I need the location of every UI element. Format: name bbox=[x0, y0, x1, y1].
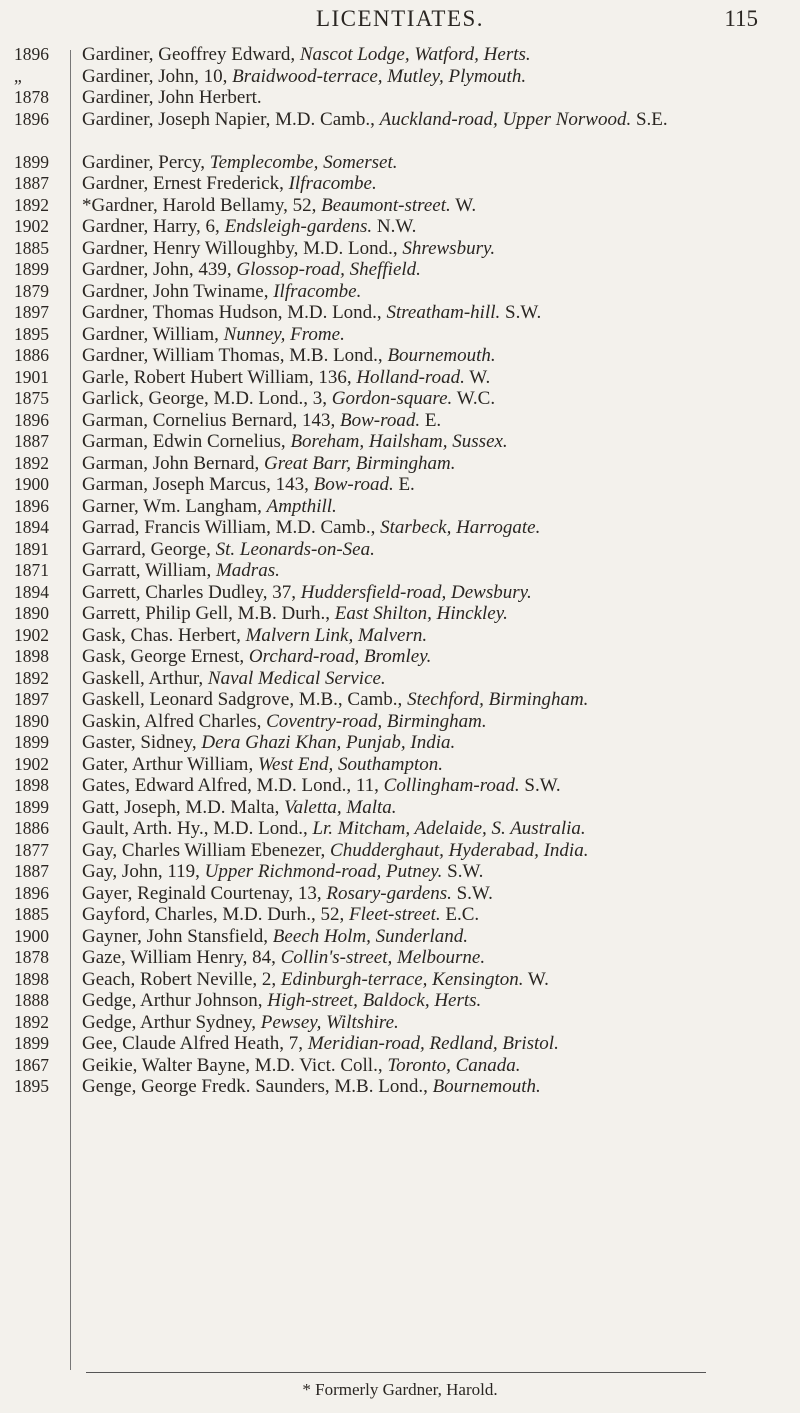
entry-address: Boreham, Hailsham, Sussex. bbox=[290, 431, 508, 452]
entry-district: S.W. bbox=[524, 775, 561, 796]
page-header bbox=[0, 0, 800, 40]
entry-list bbox=[82, 44, 792, 1098]
entry-name: Gay, Charles William Ebenezer, bbox=[82, 839, 326, 861]
entry-address: Huddersfield-road, Dewsbury. bbox=[300, 581, 532, 603]
list-item bbox=[82, 367, 792, 389]
entry-year: 1899 bbox=[14, 732, 49, 752]
entry-district: E. bbox=[398, 474, 415, 495]
entry-address: Fleet-street. bbox=[349, 904, 441, 925]
entry-name: Gault, Arth. Hy., M.D. Lond., bbox=[82, 818, 308, 839]
list-item bbox=[82, 1076, 792, 1098]
entry-year: 1900 bbox=[14, 474, 49, 494]
entry-address: Shrewsbury. bbox=[402, 237, 496, 259]
entry-name: Gay, John, 119, bbox=[82, 861, 200, 882]
entry-year: 1894 bbox=[14, 581, 49, 602]
entry-year: 1892 bbox=[14, 194, 49, 215]
entry-name: Gardiner, Joseph Napier, M.D. Camb., bbox=[82, 108, 375, 130]
list-item bbox=[82, 66, 792, 88]
entry-name: Gardner, Henry Willoughby, M.D. Lond., bbox=[82, 237, 398, 259]
entry-year: 1902 bbox=[14, 624, 49, 645]
entry-address: Ilfracombe. bbox=[273, 280, 362, 302]
entry-name: Gayner, John Stansfield, bbox=[82, 925, 269, 947]
entry-name: Gardner, William Thomas, M.B. Lond., bbox=[82, 345, 383, 366]
list-item bbox=[82, 625, 792, 647]
entry-address: Meridian-road, Redland, Bristol. bbox=[307, 1033, 559, 1054]
entry-name: *Gardner, Harold Bellamy, 52, bbox=[82, 194, 317, 216]
entry-address: Upper Richmond-road, Putney. bbox=[204, 861, 443, 882]
entry-year: 1879 bbox=[14, 280, 49, 301]
entry-address: Beech Holm, Sunderland. bbox=[272, 925, 469, 947]
entry-name: Genge, George Fredk. Saunders, M.B. Lond., bbox=[82, 1076, 428, 1097]
entry-name: Garman, John Bernard, bbox=[82, 452, 260, 474]
entry-district: E. bbox=[424, 409, 442, 431]
entry-address: High-street, Baldock, Herts. bbox=[267, 990, 482, 1011]
entry-address: Bournemouth. bbox=[387, 345, 496, 366]
entry-year: „ bbox=[14, 65, 22, 86]
entry-district: W. bbox=[527, 968, 549, 990]
entry-name: Garlick, George, M.D. Lond., 3, bbox=[82, 388, 328, 409]
entry-address: Ampthill. bbox=[266, 495, 337, 517]
list-item bbox=[82, 904, 792, 926]
running-title: LICENTIATES. bbox=[315, 6, 485, 31]
entry-year: 1887 bbox=[14, 431, 49, 451]
entry-name: Garman, Joseph Marcus, 143, bbox=[82, 474, 309, 495]
entry-year: 1895 bbox=[14, 1076, 49, 1096]
entry-name: Gaskin, Alfred Charles, bbox=[82, 710, 262, 732]
entry-year: 1899 bbox=[14, 796, 49, 817]
list-item bbox=[82, 539, 792, 561]
entry-address: Streatham-hill. bbox=[386, 302, 501, 323]
entry-year: 1896 bbox=[14, 882, 49, 903]
entry-year: 1898 bbox=[14, 968, 49, 989]
entry-name: Gask, Chas. Herbert, bbox=[82, 624, 241, 646]
entry-year: 1890 bbox=[14, 710, 49, 731]
entry-name: Gardner, William, bbox=[82, 323, 219, 345]
list-item bbox=[82, 947, 792, 969]
list-item bbox=[82, 711, 792, 733]
list-item bbox=[82, 646, 792, 668]
entry-district: S.W. bbox=[447, 861, 484, 882]
entry-district: W.C. bbox=[456, 388, 496, 409]
entry-district: W. bbox=[469, 366, 491, 388]
entry-name: Gardner, Ernest Frederick, bbox=[82, 173, 284, 194]
entry-district: E.C. bbox=[445, 904, 480, 925]
entry-address: West End, Southampton. bbox=[257, 753, 444, 775]
entry-district: S.W. bbox=[505, 302, 542, 323]
entry-year: 1875 bbox=[14, 388, 49, 408]
entry-name: Gaskell, Arthur, bbox=[82, 667, 204, 689]
entry-address: Bow-road. bbox=[313, 474, 394, 495]
entry-name: Gardner, Thomas Hudson, M.D. Lond., bbox=[82, 302, 382, 323]
entry-address: Chudderghaut, Hyderabad, India. bbox=[330, 839, 589, 861]
entry-year: 1896 bbox=[14, 44, 49, 64]
entry-address: Bow-road. bbox=[340, 409, 421, 431]
entry-name: Geach, Robert Neville, 2, bbox=[82, 968, 277, 990]
entry-year: 1885 bbox=[14, 237, 49, 258]
entry-name: Gask, George Ernest, bbox=[82, 646, 245, 667]
entry-year: 1885 bbox=[14, 904, 49, 924]
list-item bbox=[82, 238, 792, 260]
entry-year: 1890 bbox=[14, 603, 49, 623]
entry-name: Garrett, Charles Dudley, 37, bbox=[82, 581, 297, 603]
list-item bbox=[82, 109, 792, 152]
entry-name: Gardner, John Twiname, bbox=[82, 280, 269, 302]
entry-name: Gardiner, John, 10, bbox=[82, 65, 228, 87]
entry-year: 1891 bbox=[14, 538, 49, 559]
list-item bbox=[82, 1012, 792, 1034]
entry-name: Geikie, Walter Bayne, M.D. Vict. Coll., bbox=[82, 1054, 383, 1076]
entry-name: Gayer, Reginald Courtenay, 13, bbox=[82, 882, 322, 904]
list-item bbox=[82, 496, 792, 518]
entry-name: Gater, Arthur William, bbox=[82, 753, 254, 775]
entry-address: Holland-road. bbox=[356, 366, 465, 388]
entry-year: 1897 bbox=[14, 689, 49, 709]
list-item bbox=[82, 216, 792, 238]
list-item bbox=[82, 775, 792, 797]
entry-year: 1886 bbox=[14, 818, 49, 838]
entry-year: 1899 bbox=[14, 259, 49, 279]
entry-address: East Shilton, Hinckley. bbox=[334, 603, 508, 624]
entry-name: Gardner, Harry, 6, bbox=[82, 216, 220, 237]
column-divider bbox=[70, 50, 71, 1370]
list-item bbox=[82, 281, 792, 303]
entry-name: Gardiner, Geoffrey Edward, bbox=[82, 44, 296, 65]
entry-year: 1899 bbox=[14, 151, 49, 172]
entry-name: Gaster, Sidney, bbox=[82, 732, 197, 753]
entry-year: 1895 bbox=[14, 323, 49, 344]
entry-address: Auckland-road, Upper Norwood. bbox=[379, 108, 632, 130]
entry-address: Rosary-gardens. bbox=[326, 882, 452, 904]
entry-name: Garrard, George, bbox=[82, 538, 211, 560]
entry-year: 1898 bbox=[14, 775, 49, 795]
list-item bbox=[82, 259, 792, 281]
entry-year: 1871 bbox=[14, 560, 49, 580]
entry-year: 1892 bbox=[14, 1011, 49, 1032]
list-item bbox=[82, 797, 792, 819]
entry-address: Malvern Link, Malvern. bbox=[245, 624, 428, 646]
list-item bbox=[82, 324, 792, 346]
entry-address: Toronto, Canada. bbox=[387, 1054, 521, 1076]
year-column bbox=[14, 44, 64, 1098]
entry-name: Garner, Wm. Langham, bbox=[82, 495, 262, 517]
entry-address: Orchard-road, Bromley. bbox=[248, 646, 432, 667]
entry-address: Starbeck, Harrogate. bbox=[380, 517, 541, 538]
entry-name: Garman, Edwin Cornelius, bbox=[82, 431, 286, 452]
entry-name: Garrett, Philip Gell, M.B. Durh., bbox=[82, 603, 331, 624]
list-item bbox=[82, 990, 792, 1012]
entry-year: 1900 bbox=[14, 925, 49, 946]
list-item bbox=[82, 173, 792, 195]
entry-name: Gates, Edward Alfred, M.D. Lond., 11, bbox=[82, 775, 379, 796]
entry-year: 1897 bbox=[14, 302, 49, 322]
entry-year: 1902 bbox=[14, 216, 49, 236]
entry-district: S.W. bbox=[456, 882, 493, 904]
entry-address: Braidwood-terrace, Mutley, Plymouth. bbox=[232, 65, 527, 87]
list-item bbox=[82, 582, 792, 604]
entry-address: Naval Medical Service. bbox=[207, 667, 386, 689]
entry-year: 1886 bbox=[14, 345, 49, 365]
entry-address: Valetta, Malta. bbox=[284, 796, 397, 818]
list-item bbox=[82, 754, 792, 776]
list-item bbox=[82, 560, 792, 582]
entry-name: Garman, Cornelius Bernard, 143, bbox=[82, 409, 336, 431]
entry-address: Pewsey, Wiltshire. bbox=[260, 1011, 399, 1033]
list-item bbox=[82, 410, 792, 432]
entry-address: Collin's-street, Melbourne. bbox=[280, 947, 486, 968]
list-item bbox=[82, 195, 792, 217]
entry-address: Bournemouth. bbox=[432, 1076, 541, 1097]
entry-year: 1878 bbox=[14, 947, 49, 967]
list-item bbox=[82, 474, 792, 496]
entry-year: 1899 bbox=[14, 1033, 49, 1053]
entry-address: Great Barr, Birmingham. bbox=[264, 452, 456, 474]
list-item bbox=[82, 388, 792, 410]
list-item bbox=[82, 302, 792, 324]
entry-name: Gatt, Joseph, M.D. Malta, bbox=[82, 796, 280, 818]
entry-address: Stechford, Birmingham. bbox=[407, 689, 589, 710]
entry-address: Templecombe, Somerset. bbox=[209, 151, 398, 173]
entry-name: Gardiner, John Herbert. bbox=[82, 87, 262, 108]
list-item bbox=[82, 926, 792, 948]
entry-name: Garratt, William, bbox=[82, 560, 212, 581]
entry-year: 1896 bbox=[14, 495, 49, 516]
entry-year: 1888 bbox=[14, 990, 49, 1010]
list-item bbox=[82, 87, 792, 109]
list-item bbox=[82, 152, 792, 174]
entry-address: Beaumont-street. bbox=[321, 194, 451, 216]
entry-year: 1877 bbox=[14, 839, 49, 860]
entry-address: Lr. Mitcham, Adelaide, S. Australia. bbox=[312, 818, 586, 839]
year-spacer bbox=[14, 130, 64, 152]
list-item bbox=[82, 732, 792, 754]
entry-name: Gedge, Arthur Sydney, bbox=[82, 1011, 256, 1033]
entry-year: 1892 bbox=[14, 667, 49, 688]
list-item bbox=[82, 818, 792, 840]
entry-district: W. bbox=[455, 194, 477, 216]
list-item bbox=[82, 517, 792, 539]
list-item bbox=[82, 840, 792, 862]
entry-name: Gee, Claude Alfred Heath, 7, bbox=[82, 1033, 304, 1054]
entry-name: Garle, Robert Hubert William, 136, bbox=[82, 366, 352, 388]
entry-year: 1896 bbox=[14, 409, 49, 430]
entry-address: Endsleigh-gardens. bbox=[224, 216, 373, 237]
entry-address: Gordon-square. bbox=[331, 388, 453, 409]
entry-address: Collingham-road. bbox=[383, 775, 520, 796]
list-item bbox=[82, 1055, 792, 1077]
entry-name: Gaze, William Henry, 84, bbox=[82, 947, 276, 968]
entry-year: 1892 bbox=[14, 452, 49, 473]
entry-year: 1896 bbox=[14, 108, 49, 129]
entry-name: Gardner, John, 439, bbox=[82, 259, 232, 280]
list-item bbox=[82, 1033, 792, 1055]
entry-year: 1867 bbox=[14, 1054, 49, 1075]
entry-name: Gayford, Charles, M.D. Durh., 52, bbox=[82, 904, 345, 925]
entry-address: Ilfracombe. bbox=[288, 173, 377, 194]
entry-year: 1901 bbox=[14, 366, 49, 387]
list-item bbox=[82, 431, 792, 453]
page-number: 115 bbox=[724, 6, 758, 31]
entry-name: Gaskell, Leonard Sadgrove, M.B., Camb., bbox=[82, 689, 403, 710]
list-item bbox=[82, 689, 792, 711]
list-item bbox=[82, 44, 792, 66]
list-item bbox=[82, 969, 792, 991]
entry-year: 1902 bbox=[14, 753, 49, 774]
list-item bbox=[82, 668, 792, 690]
entry-year: 1887 bbox=[14, 861, 49, 881]
entry-district: S.E. bbox=[635, 108, 668, 130]
entry-name: Gardiner, Percy, bbox=[82, 151, 206, 173]
list-item bbox=[82, 883, 792, 905]
entry-address: Dera Ghazi Khan, Punjab, India. bbox=[201, 732, 456, 753]
entry-address: Nunney, Frome. bbox=[223, 323, 345, 345]
footnote-rule bbox=[86, 1372, 706, 1373]
entry-address: Nascot Lodge, Watford, Herts. bbox=[299, 44, 531, 65]
list-item bbox=[82, 345, 792, 367]
entry-year: 1894 bbox=[14, 517, 49, 537]
entry-address: Glossop-road, Sheffield. bbox=[236, 259, 421, 280]
entry-year: 1878 bbox=[14, 87, 49, 107]
entry-name: Garrad, Francis William, M.D. Camb., bbox=[82, 517, 376, 538]
entry-address: Madras. bbox=[215, 560, 280, 581]
entry-address: St. Leonards-on-Sea. bbox=[215, 538, 375, 560]
entry-year: 1898 bbox=[14, 646, 49, 666]
entry-year: 1887 bbox=[14, 173, 49, 193]
footnote: * Formerly Gardner, Harold. bbox=[302, 1380, 498, 1399]
entry-address: Coventry-road, Birmingham. bbox=[266, 710, 487, 732]
entry-name: Gedge, Arthur Johnson, bbox=[82, 990, 263, 1011]
list-item bbox=[82, 453, 792, 475]
list-item bbox=[82, 603, 792, 625]
entry-district: N.W. bbox=[376, 216, 417, 237]
entry-address: Edinburgh-terrace, Kensington. bbox=[280, 968, 524, 990]
list-item bbox=[82, 861, 792, 883]
